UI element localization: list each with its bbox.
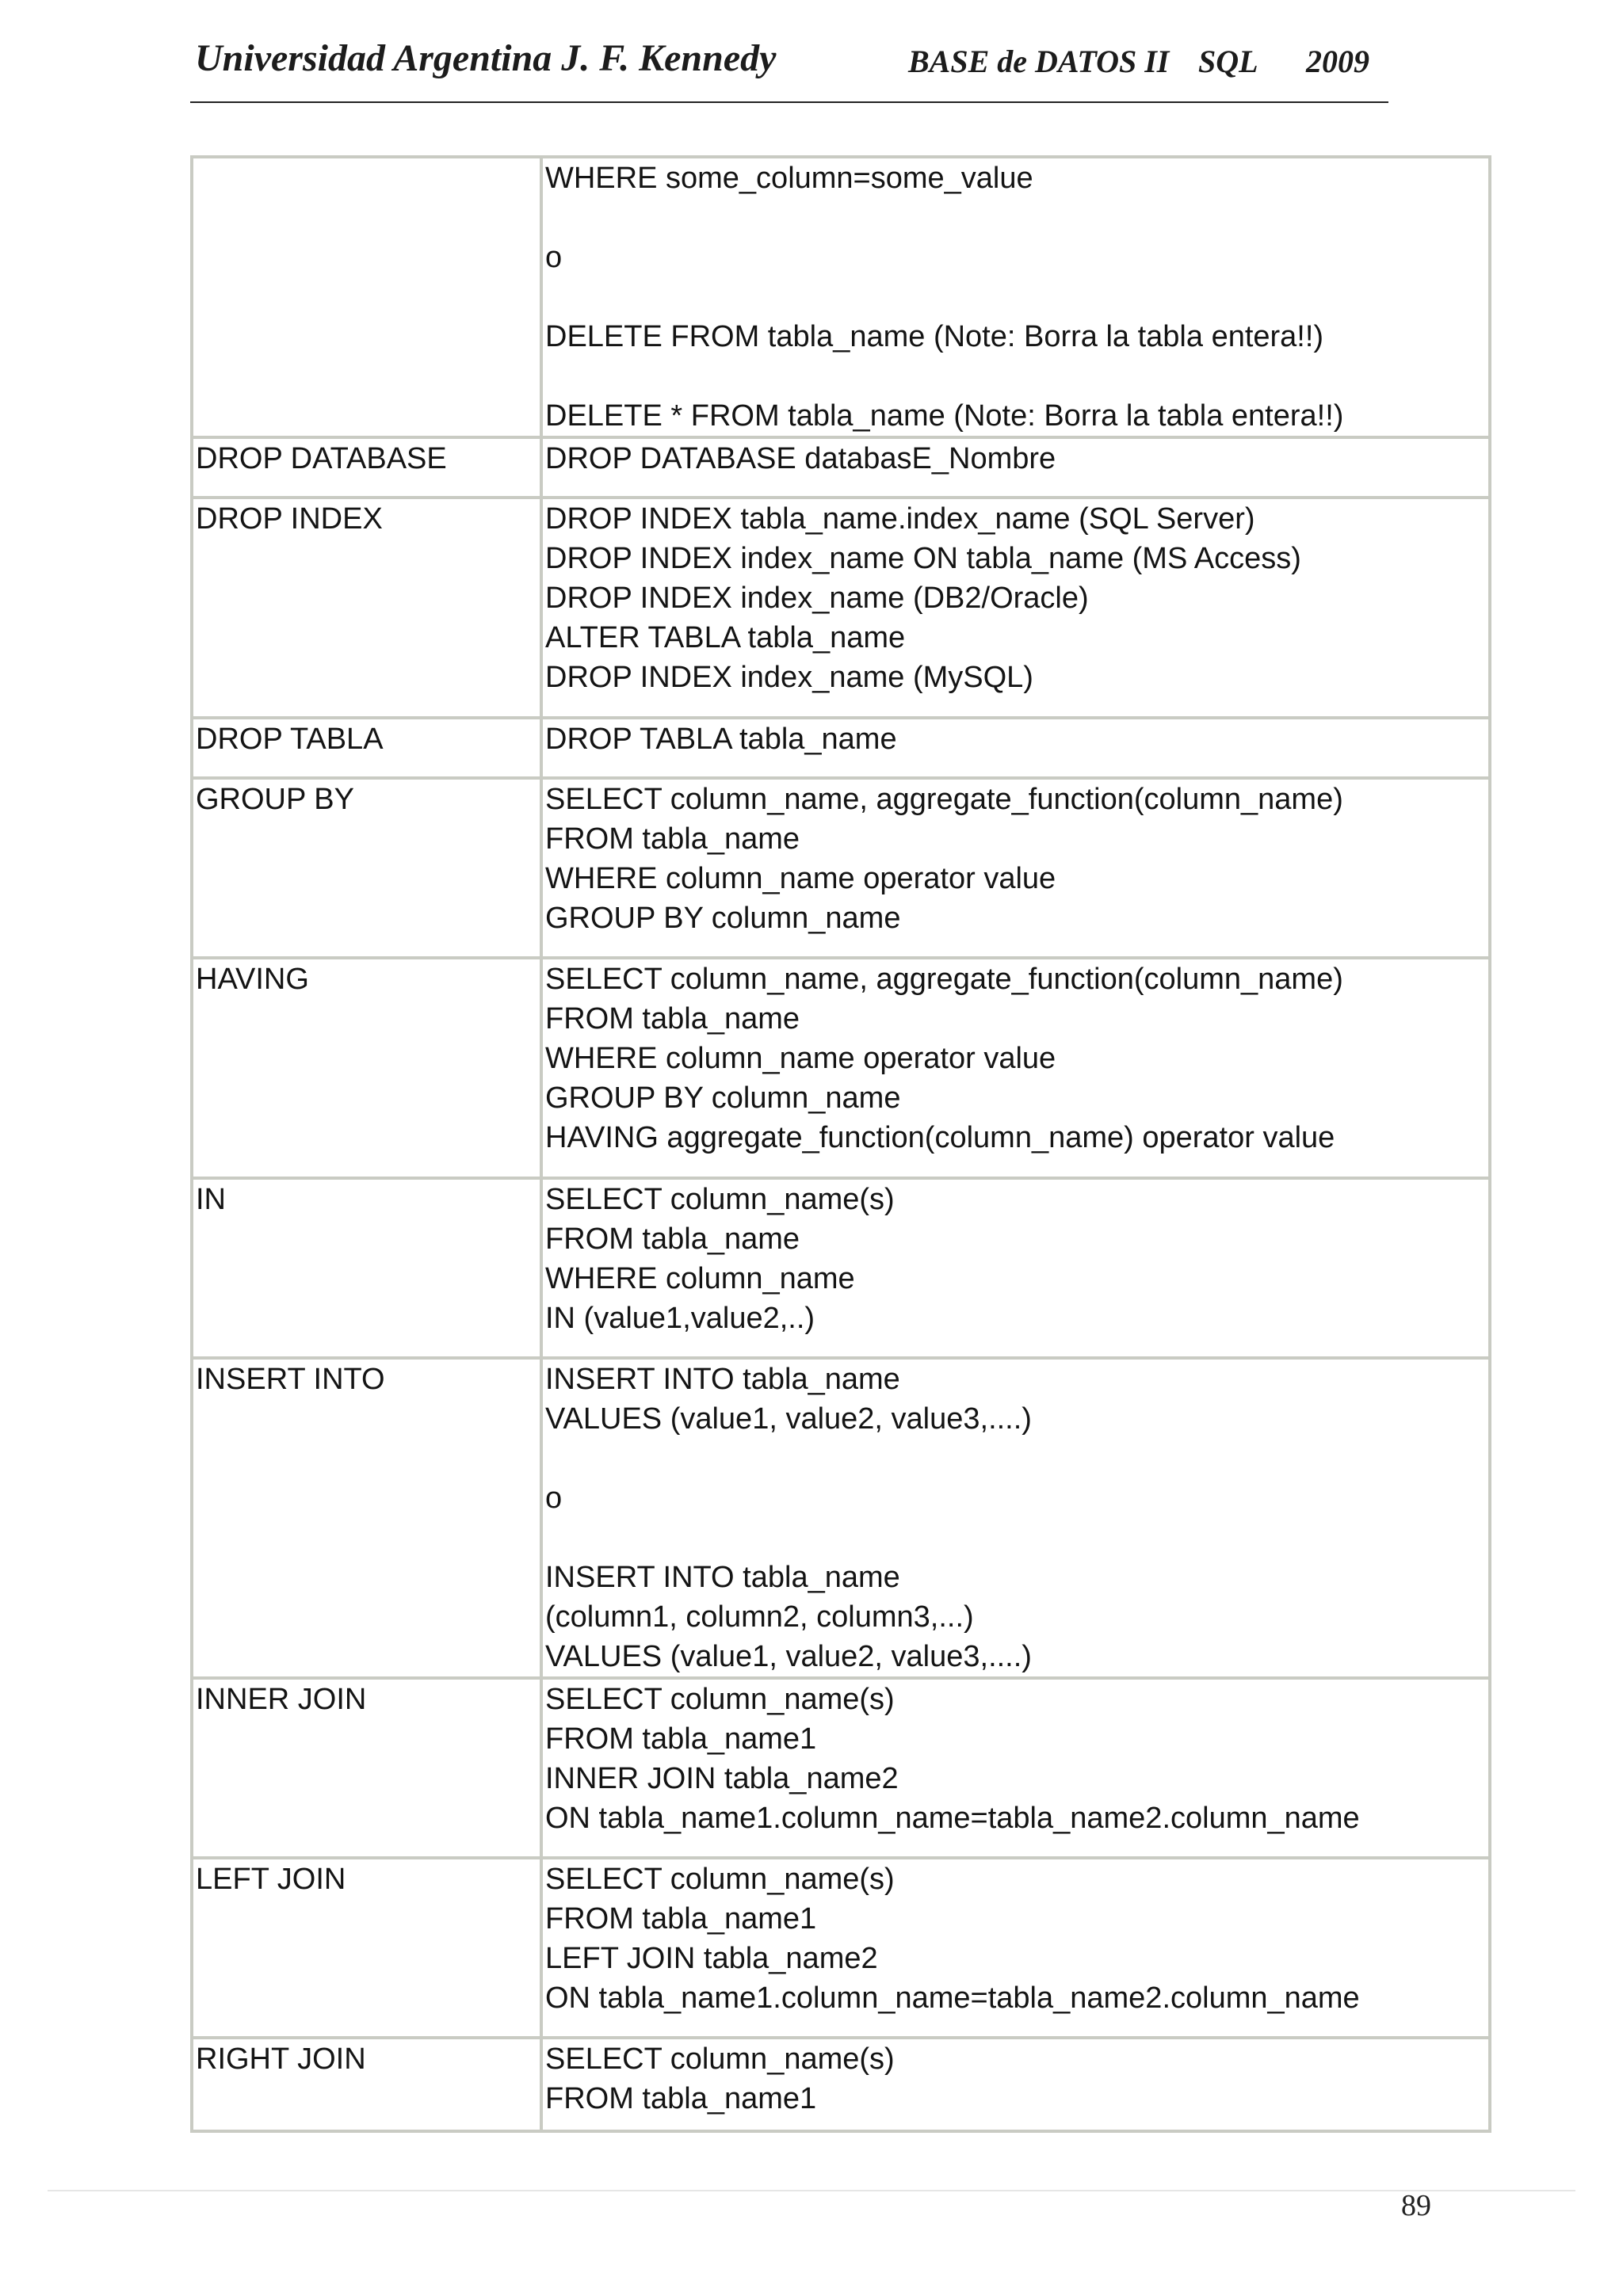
table-row <box>192 1358 1490 1678</box>
command-cell: LEFT JOIN <box>192 1858 541 2038</box>
command-cell: DROP DATABASE <box>192 437 541 498</box>
table-row <box>192 958 1490 1178</box>
syntax-cell: SELECT column_name(s) FROM tabla_name1 LEFT JOIN tabla_name2 ON tabla_name1.column_name=tabla_name2.column_name <box>541 1858 1490 2038</box>
sql-reference-table <box>190 155 1491 2133</box>
command-cell: RIGHT JOIN <box>192 2038 541 2131</box>
command-cell: DROP INDEX <box>192 498 541 718</box>
table-row <box>192 437 1490 498</box>
command-cell: INNER JOIN <box>192 1678 541 1858</box>
page-header <box>190 36 1387 100</box>
command-cell: HAVING <box>192 958 541 1178</box>
syntax-cell: SELECT column_name, aggregate_function(column_name) FROM tabla_name WHERE column_name operator value GROUP BY column_name HAVING aggregate_function(column_name) operator value <box>541 958 1490 1178</box>
syntax-cell: SELECT column_name(s) FROM tabla_name1 <box>541 2038 1490 2131</box>
table-row <box>192 2038 1490 2131</box>
table-row <box>192 718 1490 778</box>
university-title: Universidad Argentina J. F. Kennedy <box>195 37 777 79</box>
command-cell: DROP TABLA <box>192 718 541 778</box>
table-row <box>192 157 1490 437</box>
course-name: BASE de DATOS II <box>908 44 1170 79</box>
table-row <box>192 498 1490 718</box>
command-cell: IN <box>192 1178 541 1358</box>
table-row <box>192 1858 1490 2038</box>
syntax-cell: DROP DATABASE databasE_Nombre <box>541 437 1490 498</box>
header-divider <box>190 101 1388 103</box>
syntax-cell: SELECT column_name, aggregate_function(column_name) FROM tabla_name WHERE column_name operator value GROUP BY column_name <box>541 778 1490 958</box>
table-row <box>192 1178 1490 1358</box>
command-cell: INSERT INTO <box>192 1358 541 1678</box>
syntax-cell: WHERE some_column=some_value o DELETE FROM tabla_name (Note: Borra la tabla entera!!) DELETE * FROM tabla_name (Note: Borra la tabla entera!!) <box>541 157 1490 437</box>
syntax-cell: SELECT column_name(s) FROM tabla_name WHERE column_name IN (value1,value2,..) <box>541 1178 1490 1358</box>
year-label: 2009 <box>1306 44 1369 79</box>
command-cell <box>192 157 541 437</box>
syntax-cell: INSERT INTO tabla_name VALUES (value1, value2, value3,....) o INSERT INTO tabla_name (column1, column2, column3,...) VALUES (value1, value2, value3,....) <box>541 1358 1490 1678</box>
command-cell: GROUP BY <box>192 778 541 958</box>
footer-divider <box>48 2190 1575 2191</box>
syntax-cell: SELECT column_name(s) FROM tabla_name1 INNER JOIN tabla_name2 ON tabla_name1.column_name=tabla_name2.column_name <box>541 1678 1490 1858</box>
table-row <box>192 1678 1490 1858</box>
page-number: 89 <box>1401 2189 1431 2222</box>
syntax-cell: DROP TABLA tabla_name <box>541 718 1490 778</box>
syntax-cell: DROP INDEX tabla_name.index_name (SQL Server) DROP INDEX index_name ON tabla_name (MS Access) DROP INDEX index_name (DB2/Oracle) ALTER TABLA tabla_name DROP INDEX index_name (MySQL) <box>541 498 1490 718</box>
subject-name: SQL <box>1198 44 1258 79</box>
table-row <box>192 778 1490 958</box>
